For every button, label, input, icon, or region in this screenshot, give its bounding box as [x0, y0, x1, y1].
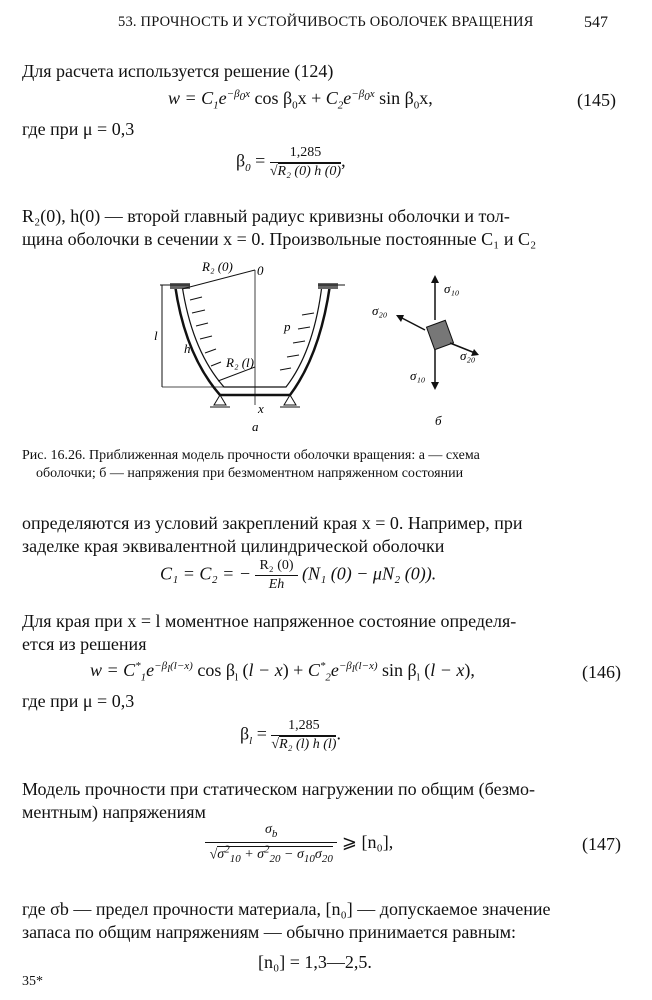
strength-line1: где σb — предел прочности материала, [n₀] — допускаемое значение [22, 899, 551, 919]
where-mu-1: где при μ = 0,3 [22, 119, 135, 139]
where-mu-2: где при μ = 0,3 [22, 691, 135, 711]
edge-line2: ется из решения [22, 634, 147, 654]
equation-beta0: $\beta_0$ = $\frac{1,285}{\text{√R₂ (0) h (0)}}$ , [236, 145, 346, 179]
figure-caption [22, 447, 632, 483]
beta0-numerator: 1,285 [270, 145, 341, 163]
eq147-fraction: $\frac{\sigma_b}{√\sigma^2_{10} + \sigma^2_{20} - \sigma_{10}\sigma_{20}}$ [205, 822, 337, 865]
constants-numerator: R₂ (0) [255, 558, 297, 576]
equation-safety-factor: [n₀] = 1,3—2,5. [258, 952, 372, 972]
betal-numerator: 1,285 [271, 718, 336, 736]
label-x: x [258, 401, 264, 416]
label-R2-l: R₂ (l) [226, 355, 254, 370]
label-b: б [435, 413, 442, 428]
constants-denominator: Eh [268, 577, 285, 592]
betal-fraction [271, 718, 336, 753]
eq147-numerator: σ [265, 822, 272, 837]
beta0-denominator: √R₂ (0) h (0) [269, 164, 342, 179]
conditions-line1: определяются из условий закреплений края x = 0. Например, при [22, 513, 523, 533]
paragraph-radius-line2: щина оболочки в сечении x = 0. Произвольные постоянные C₁ и C₂ [22, 229, 537, 249]
paragraph-strength [22, 898, 634, 944]
constants-fraction [255, 558, 297, 593]
paragraph-radius [22, 205, 634, 251]
equation-147-number: (147) [582, 834, 621, 854]
page-number: 547 [584, 14, 608, 31]
eq145-lhs: w = C [168, 88, 214, 108]
label-sigma10-bottom: σ₁₀ [410, 368, 426, 383]
label-a: а [252, 419, 259, 434]
betal-denominator: √R₂ (l) h (l) [271, 737, 337, 752]
model-line1: Модель прочности при статическом нагружении по общим (безмо- [22, 779, 536, 799]
paragraph-conditions [22, 512, 634, 558]
signature-mark: 35* [22, 974, 43, 989]
equation-145-number: (145) [577, 90, 616, 110]
equation-constants [160, 558, 436, 593]
model-line2: ментным) напряжениям [22, 802, 206, 822]
paragraph-edge [22, 610, 634, 656]
label-R2-0: R₂ (0) [202, 259, 233, 274]
constants-rhs: (N₁ (0) − μN₂ (0)). [302, 563, 437, 584]
equation-145: $w = C_1e^{-\beta_0x}$ $\cos \beta_0x + C_2e^{-\beta_0x}$ $\sin \beta_0x$, [168, 88, 433, 112]
beta0-lhs: β [236, 150, 246, 171]
label-l: l [154, 328, 158, 343]
label-0: 0 [257, 263, 264, 278]
label-h: h [184, 341, 191, 356]
running-title: 53. ПРОЧНОСТЬ И УСТОЙЧИВОСТЬ ОБОЛОЧЕК ВРАЩЕНИЯ [118, 14, 534, 30]
label-p: p [284, 319, 291, 334]
caption-line1: Рис. 16.26. Приближенная модель прочности оболочки вращения: а — схема [22, 448, 480, 463]
label-sigma20-right: σ₂₀ [460, 348, 476, 363]
equation-147 [205, 822, 393, 865]
beta0-fraction [270, 145, 341, 180]
edge-line1: Для края при x = l моментное напряженное состояние определя- [22, 611, 517, 631]
equation-146-number: (146) [582, 662, 621, 682]
conditions-line2: заделке края эквивалентной цилиндрической оболочки [22, 536, 445, 556]
caption-line2: оболочки; б — напряжения при безмоментном напряженном состоянии [36, 466, 464, 481]
label-sigma10-top: σ₁₀ [444, 281, 460, 296]
figure-16-26 [130, 255, 530, 435]
label-sigma20-left: σ₂₀ [372, 303, 388, 318]
constants-lhs: C₁ = C₂ = − [160, 563, 251, 584]
equation-146: $w = C^*_1e^{-\beta_l(l-x)}$ $\cos \beta_l$ $(l - x) + C^*_2e^{-\beta_l(l-x)}$ $\sin \beta_l$ (l − x), [90, 660, 475, 684]
strength-line2: запаса по общим напряжениям — обычно принимается равным: [22, 922, 516, 942]
paragraph-model [22, 778, 634, 824]
paragraph-radius-line1: R₂(0), h(0) — второй главный радиус кривизны оболочки и тол- [22, 206, 510, 226]
paragraph-intro: Для расчета используется решение (124) [22, 61, 334, 81]
eq147-rhs: ⩾ [n₀], [341, 831, 394, 852]
equation-betal: $\beta_l$ = $\frac{1,285}{\text{√R₂ (l) h (l)}}$ . [240, 718, 341, 752]
